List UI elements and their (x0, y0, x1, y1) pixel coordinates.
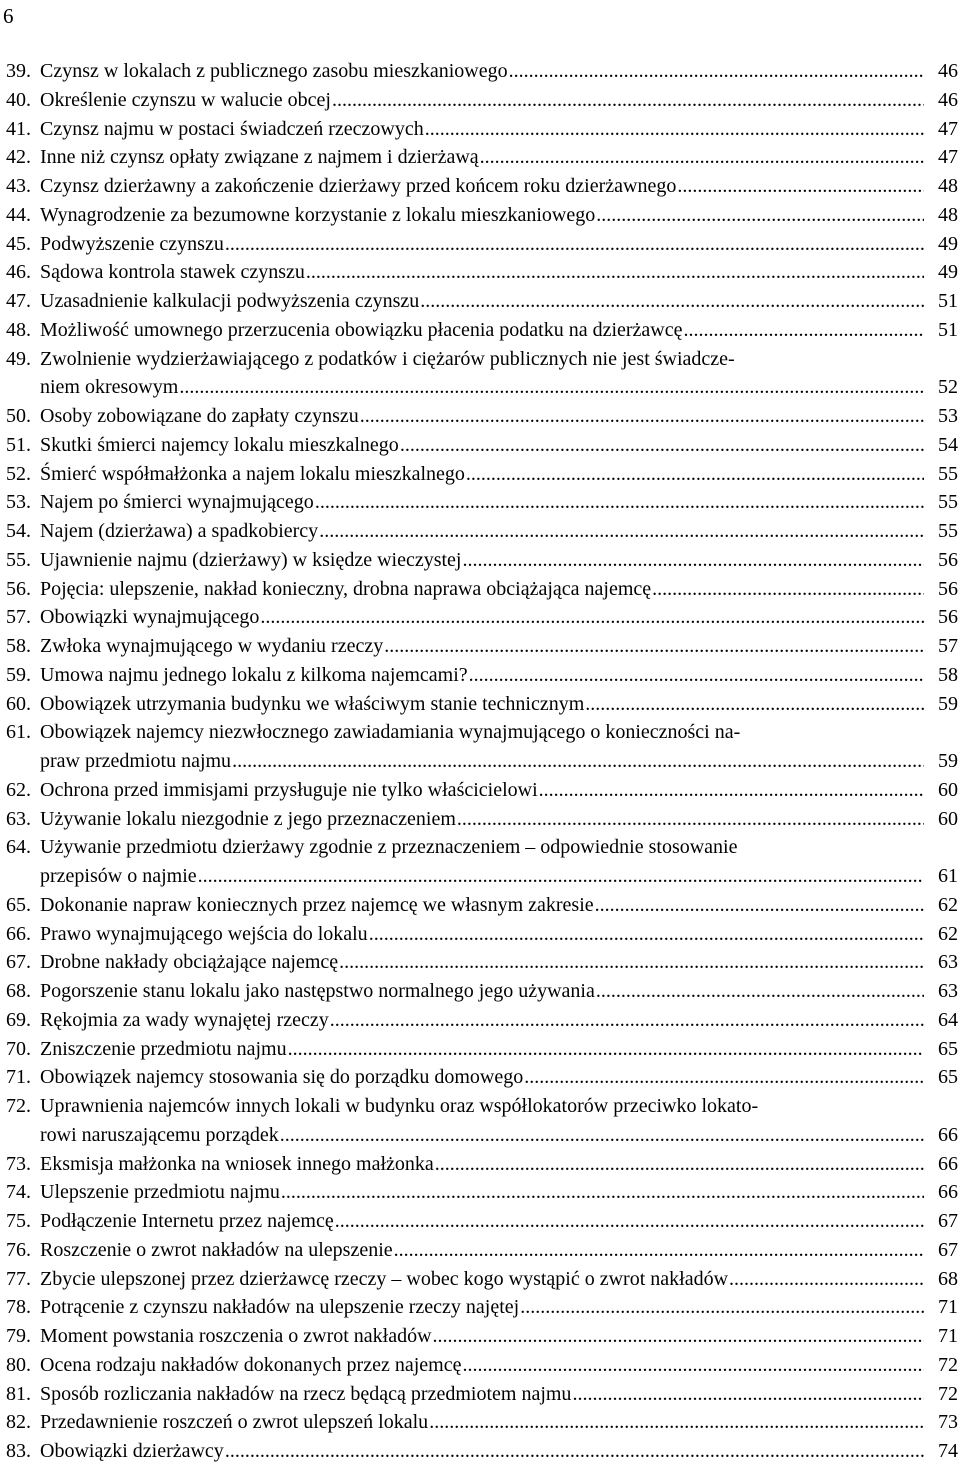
toc-entry-title: Przedawnienie roszczeń o zwrot ulepszeń lokalu (40, 1411, 429, 1434)
toc-entry-page: 53 (938, 405, 958, 427)
toc-entry-title: Czynsz w lokalach z publicznego zasobu mieszkaniowego (40, 60, 508, 82)
toc-entry (6, 345, 958, 403)
toc-entry (6, 1408, 958, 1437)
toc-entry-title: Skutki śmierci najemcy lokalu mieszkalnego (40, 433, 399, 456)
toc-entry (6, 86, 958, 115)
toc-entry-title: Sądowa kontrola stawek czynszu (40, 261, 305, 284)
toc-entry-title: Sposób rozliczania nakładów na rzecz będącą przedmiotem najmu (40, 1382, 572, 1405)
toc-entry (6, 287, 958, 316)
toc-entry-page: 65 (938, 1037, 958, 1060)
toc-entry-page: 63 (938, 951, 958, 974)
toc-entry-number: 52. (6, 462, 31, 485)
toc-entry-title: Czynsz dzierżawny a zakończenie dzierżawy przed końcem roku dzierżawnego (40, 175, 677, 197)
toc-entry-number: 67. (6, 951, 31, 974)
toc-entry (6, 776, 958, 805)
toc-entry (6, 920, 958, 949)
dot-leader (400, 431, 924, 460)
dot-leader (260, 603, 924, 632)
toc-entry (6, 661, 958, 690)
toc-entry (6, 1178, 958, 1207)
toc-entry-number: 68. (6, 980, 31, 1002)
toc-entry-title: Zbycie ulepszonej przez dzierżawcę rzeczy – wobec kogo wystąpić o zwrot nakładów (40, 1267, 729, 1290)
toc-entry (6, 488, 958, 517)
dot-leader (457, 805, 924, 834)
toc-entry-number: 49. (6, 347, 31, 370)
toc-entry-title: Roszczenie o zwrot nakładów na ulepszenie (40, 1238, 393, 1261)
toc-entry-page: 74 (938, 1440, 958, 1462)
dot-leader (339, 948, 924, 977)
dot-leader (585, 690, 924, 719)
toc-entry-page: 66 (938, 1123, 958, 1146)
dot-leader (539, 776, 924, 805)
toc-entry-page: 52 (938, 376, 958, 399)
toc-entry (6, 1006, 958, 1035)
toc-entry-number: 47. (6, 290, 31, 312)
dot-leader (288, 1035, 924, 1064)
toc-entry-number: 80. (6, 1353, 31, 1376)
dot-leader (306, 258, 924, 287)
toc-entry-title: Rękojmia za wady wynajętej rzeczy (40, 1008, 329, 1031)
dot-leader (480, 143, 924, 172)
toc-entry (6, 115, 958, 144)
toc-entry-title: Zwłoka wynajmującego w wydaniu rzeczy (40, 635, 384, 657)
toc-entry-page: 62 (938, 893, 958, 916)
toc-entry-page: 67 (938, 1210, 958, 1232)
toc-entry-page: 55 (938, 491, 958, 514)
toc-entry-page: 46 (938, 60, 958, 82)
toc-entry-number: 58. (6, 635, 31, 657)
toc-entry-number: 60. (6, 692, 31, 715)
toc-entry-page: 55 (938, 462, 958, 485)
toc-entry (6, 460, 958, 489)
toc-entry-page: 60 (938, 778, 958, 801)
toc-entry-page: 60 (938, 807, 958, 830)
toc-entry-title: Pogorszenie stanu lokalu jako następstwo normalnego jego używania (40, 980, 595, 1002)
toc-entry-number: 74. (6, 1181, 31, 1204)
toc-entry-title: Śmierć współmałżonka a najem lokalu mieszkalnego (40, 462, 465, 485)
toc-entry (6, 258, 958, 287)
toc-entry-title: Najem po śmierci wynajmującego (40, 491, 314, 514)
toc-entry (6, 1150, 958, 1179)
toc-entry-page: 62 (938, 922, 958, 945)
toc-entry (6, 1207, 958, 1236)
toc-entry (6, 546, 958, 575)
dot-leader (652, 575, 924, 604)
toc-entry-title: Osoby zobowiązane do zapłaty czynszu (40, 405, 359, 427)
dot-leader (384, 632, 924, 661)
dot-leader (596, 977, 924, 1006)
toc-entry-page: 46 (938, 88, 958, 111)
toc-entry-title-line: Używanie przedmiotu dzierżawy zgodnie z przeznaczeniem – odpowiednie stosowanie (40, 836, 738, 859)
toc-entry (6, 57, 958, 86)
toc-entry-number: 61. (6, 721, 31, 744)
toc-entry-title: Podwyższenie czynszu (40, 232, 224, 255)
toc-entry-page: 49 (938, 261, 958, 284)
toc-entry-page: 66 (938, 1181, 958, 1204)
dot-leader (469, 661, 924, 690)
toc-entry-number: 56. (6, 577, 31, 600)
dot-leader (394, 1236, 924, 1265)
toc-entry (6, 632, 958, 661)
toc-entry (6, 575, 958, 604)
toc-entry (6, 948, 958, 977)
toc-entry-number: 73. (6, 1152, 31, 1175)
toc-entry-number: 44. (6, 203, 31, 226)
toc-entry-title: Prawo wynajmującego wejścia do lokalu (40, 922, 368, 945)
toc-entry-number: 39. (6, 60, 31, 82)
toc-entry-title-line: Zwolnienie wydzierżawiającego z podatków i ciężarów publicznych nie jest świadcze- (40, 347, 735, 370)
dot-leader (596, 201, 924, 230)
toc-entry-number: 57. (6, 606, 31, 629)
toc-entry-title-line: Obowiązek najemcy niezwłocznego zawiadamiania wynajmującego o konieczności na- (40, 721, 741, 744)
toc-entry-title: Drobne nakłady obciążające najemcę (40, 951, 339, 974)
toc-entry-title: Najem (dzierżawa) a spadkobiercy (40, 520, 319, 542)
toc-entry (6, 201, 958, 230)
toc-entry-number: 72. (6, 1095, 31, 1117)
toc-entry-page: 48 (938, 175, 958, 197)
toc-entry (6, 1293, 958, 1322)
toc-entry (6, 833, 958, 891)
dot-leader (335, 1207, 924, 1236)
toc-entry-number: 75. (6, 1210, 31, 1232)
dot-leader (179, 373, 924, 402)
dot-leader (420, 287, 924, 316)
toc-entry-page: 61 (938, 865, 958, 887)
dot-leader (509, 57, 924, 86)
dot-leader (225, 230, 924, 259)
toc-entry-page: 57 (938, 635, 958, 657)
toc-entry-title: Eksmisja małżonka na wniosek innego małżonka (40, 1152, 434, 1175)
dot-leader (729, 1265, 924, 1294)
toc-entry-page: 55 (938, 520, 958, 542)
toc-entry-title: Podłączenie Internetu przez najemcę (40, 1210, 334, 1232)
toc-entry (6, 517, 958, 546)
dot-leader (360, 402, 924, 431)
toc-entry-title: Inne niż czynsz opłaty związane z najmem i dzierżawą (40, 146, 479, 169)
dot-leader (520, 1293, 924, 1322)
toc-entry-title-line: Uprawnienia najemców innych lokali w budynku oraz współlokatorów przeciwko lokato- (40, 1095, 759, 1117)
toc-entry-page: 67 (938, 1238, 958, 1261)
toc-entry (6, 1063, 958, 1092)
toc-entry-title: przepisów o najmie (40, 865, 197, 887)
toc-entry-number: 69. (6, 1008, 31, 1031)
dot-leader (435, 1150, 924, 1179)
toc-entry-title: Zniszczenie przedmiotu najmu (40, 1037, 287, 1060)
dot-leader (466, 460, 924, 489)
toc-entry-page: 71 (938, 1325, 958, 1347)
table-of-contents (6, 57, 958, 1466)
toc-entry (6, 1380, 958, 1409)
toc-entry-page: 63 (938, 980, 958, 1002)
toc-entry-page: 59 (938, 750, 958, 772)
toc-entry-title: Uzasadnienie kalkulacji podwyższenia czynszu (40, 290, 420, 312)
toc-entry-page: 48 (938, 203, 958, 226)
toc-entry-number: 41. (6, 117, 31, 140)
dot-leader (595, 891, 924, 920)
toc-entry-page: 58 (938, 663, 958, 686)
toc-entry-number: 62. (6, 778, 31, 801)
dot-leader (280, 1121, 924, 1150)
toc-entry-number: 81. (6, 1382, 31, 1405)
toc-entry (6, 1236, 958, 1265)
toc-entry (6, 316, 958, 345)
toc-entry-number: 50. (6, 405, 31, 427)
toc-entry-number: 63. (6, 807, 31, 830)
toc-entry-title: Moment powstania roszczenia o zwrot nakładów (40, 1325, 432, 1347)
dot-leader (524, 1063, 924, 1092)
toc-entry (6, 1351, 958, 1380)
toc-entry-title: Obowiązki dzierżawcy (40, 1440, 224, 1462)
toc-entry-title: Ulepszenie przedmiotu najmu (40, 1181, 280, 1204)
dot-leader (369, 920, 924, 949)
toc-entry-page: 51 (938, 290, 958, 312)
toc-entry-number: 66. (6, 922, 31, 945)
toc-entry-page: 56 (938, 606, 958, 629)
dot-leader (429, 1408, 924, 1437)
toc-entry-title: Określenie czynszu w walucie obcej (40, 88, 331, 111)
toc-entry-page: 68 (938, 1267, 958, 1290)
toc-entry-number: 65. (6, 893, 31, 916)
dot-leader (281, 1178, 924, 1207)
toc-entry (6, 1092, 958, 1150)
dot-leader (462, 1351, 924, 1380)
toc-entry-number: 54. (6, 520, 31, 542)
toc-entry-number: 83. (6, 1440, 31, 1462)
dot-leader (315, 488, 924, 517)
toc-entry-title: Obowiązek najemcy stosowania się do porządku domowego (40, 1066, 524, 1089)
toc-entry (6, 431, 958, 460)
toc-entry (6, 1322, 958, 1351)
toc-entry (6, 402, 958, 431)
toc-entry-page: 56 (938, 548, 958, 571)
toc-entry-page: 56 (938, 577, 958, 600)
toc-entry-title: Wynagrodzenie za bezumowne korzystanie z lokalu mieszkaniowego (40, 203, 596, 226)
toc-entry-page: 72 (938, 1382, 958, 1405)
toc-entry (6, 1265, 958, 1294)
toc-entry-title: Obowiązek utrzymania budynku we właściwym stanie technicznym (40, 692, 585, 715)
toc-entry-page: 71 (938, 1296, 958, 1319)
toc-entry-title: Czynsz najmu w postaci świadczeń rzeczowych (40, 117, 424, 140)
toc-entry-page: 47 (938, 117, 958, 140)
toc-entry (6, 143, 958, 172)
toc-entry-number: 71. (6, 1066, 31, 1089)
toc-entry-title: rowi naruszającemu porządek (40, 1123, 279, 1146)
toc-entry-title: Możliwość umownego przerzucenia obowiązku płacenia podatku na dzierżawcę (40, 318, 683, 341)
toc-entry (6, 977, 958, 1006)
dot-leader (319, 517, 924, 546)
toc-entry-number: 55. (6, 548, 31, 571)
toc-entry-number: 48. (6, 318, 31, 341)
toc-entry-title: praw przedmiotu najmu (40, 750, 232, 772)
dot-leader (225, 1437, 924, 1466)
toc-entry-page: 47 (938, 146, 958, 169)
toc-entry-number: 45. (6, 232, 31, 255)
toc-entry-page: 64 (938, 1008, 958, 1031)
toc-entry-number: 77. (6, 1267, 31, 1290)
dot-leader (425, 115, 924, 144)
toc-entry-number: 42. (6, 146, 31, 169)
toc-entry-title: Ujawnienie najmu (dzierżawy) w księdze wieczystej (40, 548, 462, 571)
toc-entry-page: 51 (938, 318, 958, 341)
toc-entry-title: Potrącenie z czynszu nakładów na ulepszenie rzeczy najętej (40, 1296, 520, 1319)
toc-entry (6, 603, 958, 632)
toc-entry (6, 1437, 958, 1466)
dot-leader (462, 546, 924, 575)
toc-entry (6, 805, 958, 834)
toc-entry-number: 43. (6, 175, 31, 197)
toc-entry-title: Ocena rodzaju nakładów dokonanych przez najemcę (40, 1353, 462, 1376)
toc-entry (6, 690, 958, 719)
toc-entry-title: Obowiązki wynajmującego (40, 606, 260, 629)
toc-entry-page: 65 (938, 1066, 958, 1089)
toc-entry-title: niem okresowym (40, 376, 179, 399)
toc-entry-title: Umowa najmu jednego lokalu z kilkoma najemcami? (40, 663, 468, 686)
toc-entry-number: 78. (6, 1296, 31, 1319)
toc-entry-page: 49 (938, 232, 958, 255)
toc-entry-title: Używanie lokalu niezgodnie z jego przeznaczeniem (40, 807, 456, 830)
toc-entry-number: 64. (6, 836, 31, 859)
toc-entry-page: 66 (938, 1152, 958, 1175)
dot-leader (330, 1006, 924, 1035)
toc-entry-number: 40. (6, 88, 31, 111)
toc-entry (6, 1035, 958, 1064)
toc-entry-page: 59 (938, 692, 958, 715)
toc-entry (6, 172, 958, 201)
dot-leader (433, 1322, 924, 1351)
toc-entry-number: 79. (6, 1325, 31, 1347)
dot-leader (332, 86, 924, 115)
toc-entry-title: Ochrona przed immisjami przysługuje nie tylko właścicielowi (40, 778, 538, 801)
toc-entry-number: 51. (6, 433, 31, 456)
dot-leader (232, 747, 924, 776)
toc-entry-number: 76. (6, 1238, 31, 1261)
dot-leader (684, 316, 925, 345)
toc-entry-title: Dokonanie napraw koniecznych przez najemcę we własnym zakresie (40, 893, 594, 916)
toc-entry-number: 59. (6, 663, 31, 686)
dot-leader (572, 1380, 924, 1409)
dot-leader (677, 172, 924, 201)
dot-leader (198, 862, 924, 891)
toc-entry (6, 891, 958, 920)
toc-entry (6, 230, 958, 259)
toc-entry-page: 54 (938, 433, 958, 456)
toc-entry-number: 53. (6, 491, 31, 514)
toc-entry-page: 73 (938, 1411, 958, 1434)
toc-entry-number: 82. (6, 1411, 31, 1434)
toc-entry (6, 718, 958, 776)
toc-entry-title: Pojęcia: ulepszenie, nakład konieczny, drobna naprawa obciążająca najemcę (40, 577, 652, 600)
toc-entry-page: 72 (938, 1353, 958, 1376)
toc-entry-number: 70. (6, 1037, 31, 1060)
toc-entry-number: 46. (6, 261, 31, 284)
page-number: 6 (3, 4, 14, 28)
